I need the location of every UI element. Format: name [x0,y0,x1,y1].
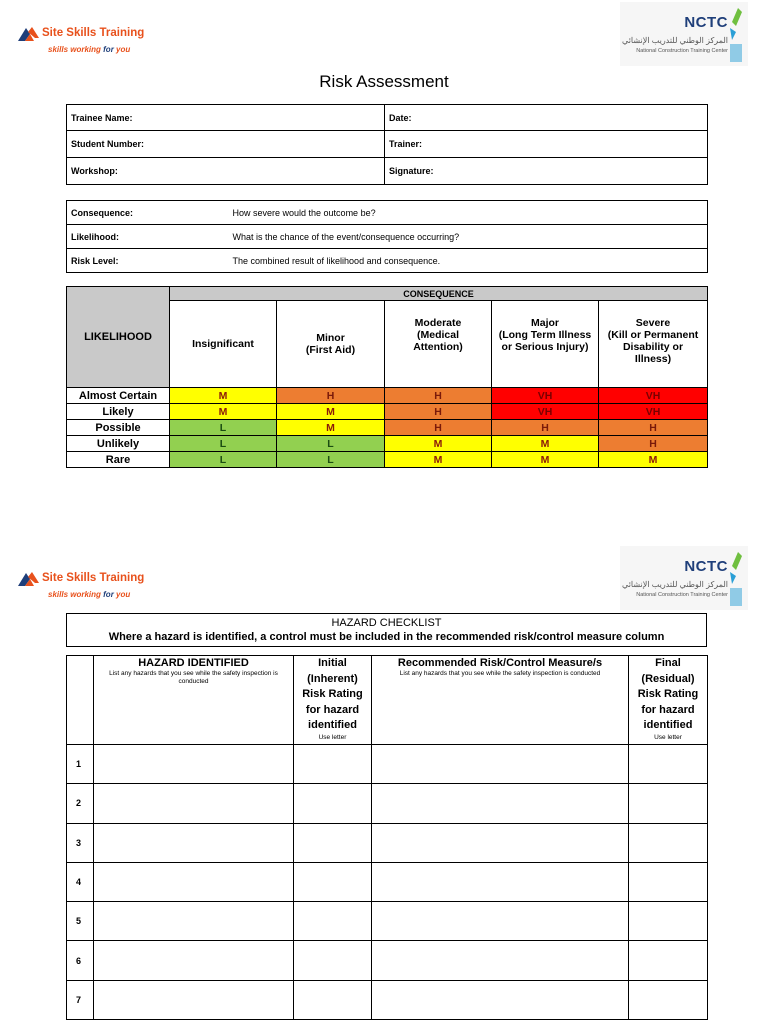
hazard-identified-header: HAZARD IDENTIFIED List any hazards that you see while the safety inspection is conducted [94,656,294,745]
risk-level-cell: H [492,420,599,436]
hazard-checklist-table [66,655,708,1020]
initial-rating-cell[interactable] [294,862,372,901]
likelihood-row-label: Likely [67,404,170,420]
risk-level-cell: VH [492,404,599,420]
risk-level-cell: VH [492,388,599,404]
hazard-identified-cell[interactable] [94,980,294,1019]
initial-risk-rating-header: Initial (Inherent) Risk Rating for hazard identified Use letter [294,656,372,745]
consequence-column-header: Severe (Kill or Permanent Disability or Illness) [599,301,708,388]
likelihood-row-label: Unlikely [67,436,170,452]
hazard-row-number: 6 [67,941,94,980]
hazard-identified-cell[interactable] [94,745,294,784]
risk-matrix-table [66,286,708,468]
initial-rating-cell[interactable] [294,823,372,862]
site-skills-name: Site Skills Training [42,572,145,584]
final-rating-cell[interactable] [629,784,708,823]
definition-term: Consequence: [67,201,229,225]
risk-level-cell: M [599,452,708,468]
risk-level-cell: L [170,420,277,436]
site-skills-logo [16,571,176,605]
definition-term: Risk Level: [67,249,229,273]
trainer-field[interactable]: Trainer: [385,131,708,158]
risk-level-cell: H [385,420,492,436]
definitions-table [66,200,708,273]
initial-rating-cell[interactable] [294,902,372,941]
hazard-row [67,862,708,901]
consequence-header: CONSEQUENCE [170,287,708,301]
likelihood-row-label: Rare [67,452,170,468]
hazard-checklist-title: HAZARD CHECKLIST [331,617,442,629]
hazard-checklist-title-box [66,613,707,647]
risk-level-cell: L [277,452,385,468]
site-skills-tagline: skills working for you [48,590,131,599]
risk-level-cell: M [492,436,599,452]
risk-level-cell: M [492,452,599,468]
risk-level-cell: L [277,436,385,452]
definition-desc: How severe would the outcome be? [229,201,708,225]
nctc-name: NCTC [684,558,728,575]
hazard-identified-cell[interactable] [94,902,294,941]
row-number-header [67,656,94,745]
hazard-row [67,941,708,980]
final-rating-cell[interactable] [629,823,708,862]
hazard-row [67,745,708,784]
hazard-row [67,980,708,1019]
nctc-english-name: National Construction Training Center [636,592,728,598]
initial-rating-cell[interactable] [294,745,372,784]
control-measure-header: Recommended Risk/Control Measure/s List any hazards that you see while the safety inspection is conducted [372,656,629,745]
final-rating-cell[interactable] [629,941,708,980]
nctc-logo [620,2,748,66]
hazard-checklist-heading [67,614,707,647]
initial-rating-cell[interactable] [294,941,372,980]
page-title: Risk Assessment [319,72,449,91]
final-rating-cell[interactable] [629,745,708,784]
likelihood-row-label: Possible [67,420,170,436]
risk-level-cell: VH [599,404,708,420]
site-skills-logo-icon [16,571,40,587]
initial-rating-cell[interactable] [294,784,372,823]
final-rating-cell[interactable] [629,902,708,941]
control-measure-cell[interactable] [372,745,629,784]
risk-level-cell: H [385,388,492,404]
site-skills-tagline: skills working for you [48,45,131,54]
likelihood-header: LIKELIHOOD [67,287,170,388]
consequence-column-header: Minor (First Aid) [277,301,385,388]
consequence-column-header: Moderate (Medical Attention) [385,301,492,388]
nctc-arabic-name: المركز الوطني للتدريب الإنشائي [622,36,728,45]
hazard-identified-cell[interactable] [94,862,294,901]
hazard-identified-cell[interactable] [94,823,294,862]
hazard-row-number: 4 [67,862,94,901]
site-skills-name: Site Skills Training [42,27,145,39]
hazard-checklist-subtitle: Where a hazard is identified, a control must be included in the recommended risk/control measure column [108,631,665,643]
trainee-name-field[interactable]: Trainee Name: [67,105,385,131]
hazard-row-number: 2 [67,784,94,823]
nctc-emblem-icon [728,6,744,64]
hazard-row [67,784,708,823]
definition-desc: What is the chance of the event/consequence occurring? [229,225,708,249]
control-measure-cell[interactable] [372,941,629,980]
risk-level-cell: L [170,452,277,468]
risk-level-cell: M [385,452,492,468]
date-field[interactable]: Date: [385,105,708,131]
hazard-row-number: 1 [67,745,94,784]
nctc-logo [620,546,748,610]
risk-level-cell: VH [599,388,708,404]
nctc-english-name: National Construction Training Center [636,48,728,54]
initial-rating-cell[interactable] [294,980,372,1019]
student-number-field[interactable]: Student Number: [67,131,385,158]
consequence-column-header: Insignificant [170,301,277,388]
risk-level-cell: M [277,420,385,436]
hazard-row-number: 3 [67,823,94,862]
likelihood-row-label: Almost Certain [67,388,170,404]
control-measure-cell[interactable] [372,980,629,1019]
risk-level-cell: H [599,420,708,436]
risk-level-cell: M [385,436,492,452]
risk-level-cell: M [170,388,277,404]
hazard-row-number: 7 [67,980,94,1019]
definition-term: Likelihood: [67,225,229,249]
final-rating-cell[interactable] [629,980,708,1019]
nctc-name: NCTC [684,14,728,31]
control-measure-cell[interactable] [372,823,629,862]
hazard-identified-cell[interactable] [94,941,294,980]
control-measure-cell[interactable] [372,902,629,941]
risk-level-cell: H [277,388,385,404]
site-skills-logo [16,26,176,60]
hazard-identified-cell[interactable] [94,784,294,823]
nctc-arabic-name: المركز الوطني للتدريب الإنشائي [622,580,728,589]
risk-level-cell: M [170,404,277,420]
risk-level-cell: M [277,404,385,420]
control-measure-cell[interactable] [372,862,629,901]
workshop-field[interactable]: Workshop: [67,158,385,185]
risk-level-cell: L [170,436,277,452]
hazard-row [67,902,708,941]
trainee-info-table [66,104,708,185]
risk-level-cell: H [385,404,492,420]
consequence-column-header: Major (Long Term Illness or Serious Injury) [492,301,599,388]
definition-desc: The combined result of likelihood and consequence. [229,249,708,273]
hazard-row [67,823,708,862]
final-rating-cell[interactable] [629,862,708,901]
risk-level-cell: H [599,436,708,452]
site-skills-logo-icon [16,26,40,42]
control-measure-cell[interactable] [372,784,629,823]
hazard-row-number: 5 [67,902,94,941]
final-risk-rating-header: Final (Residual) Risk Rating for hazard identified Use letter [629,656,708,745]
signature-field[interactable]: Signature: [385,158,708,185]
nctc-emblem-icon [728,550,744,608]
